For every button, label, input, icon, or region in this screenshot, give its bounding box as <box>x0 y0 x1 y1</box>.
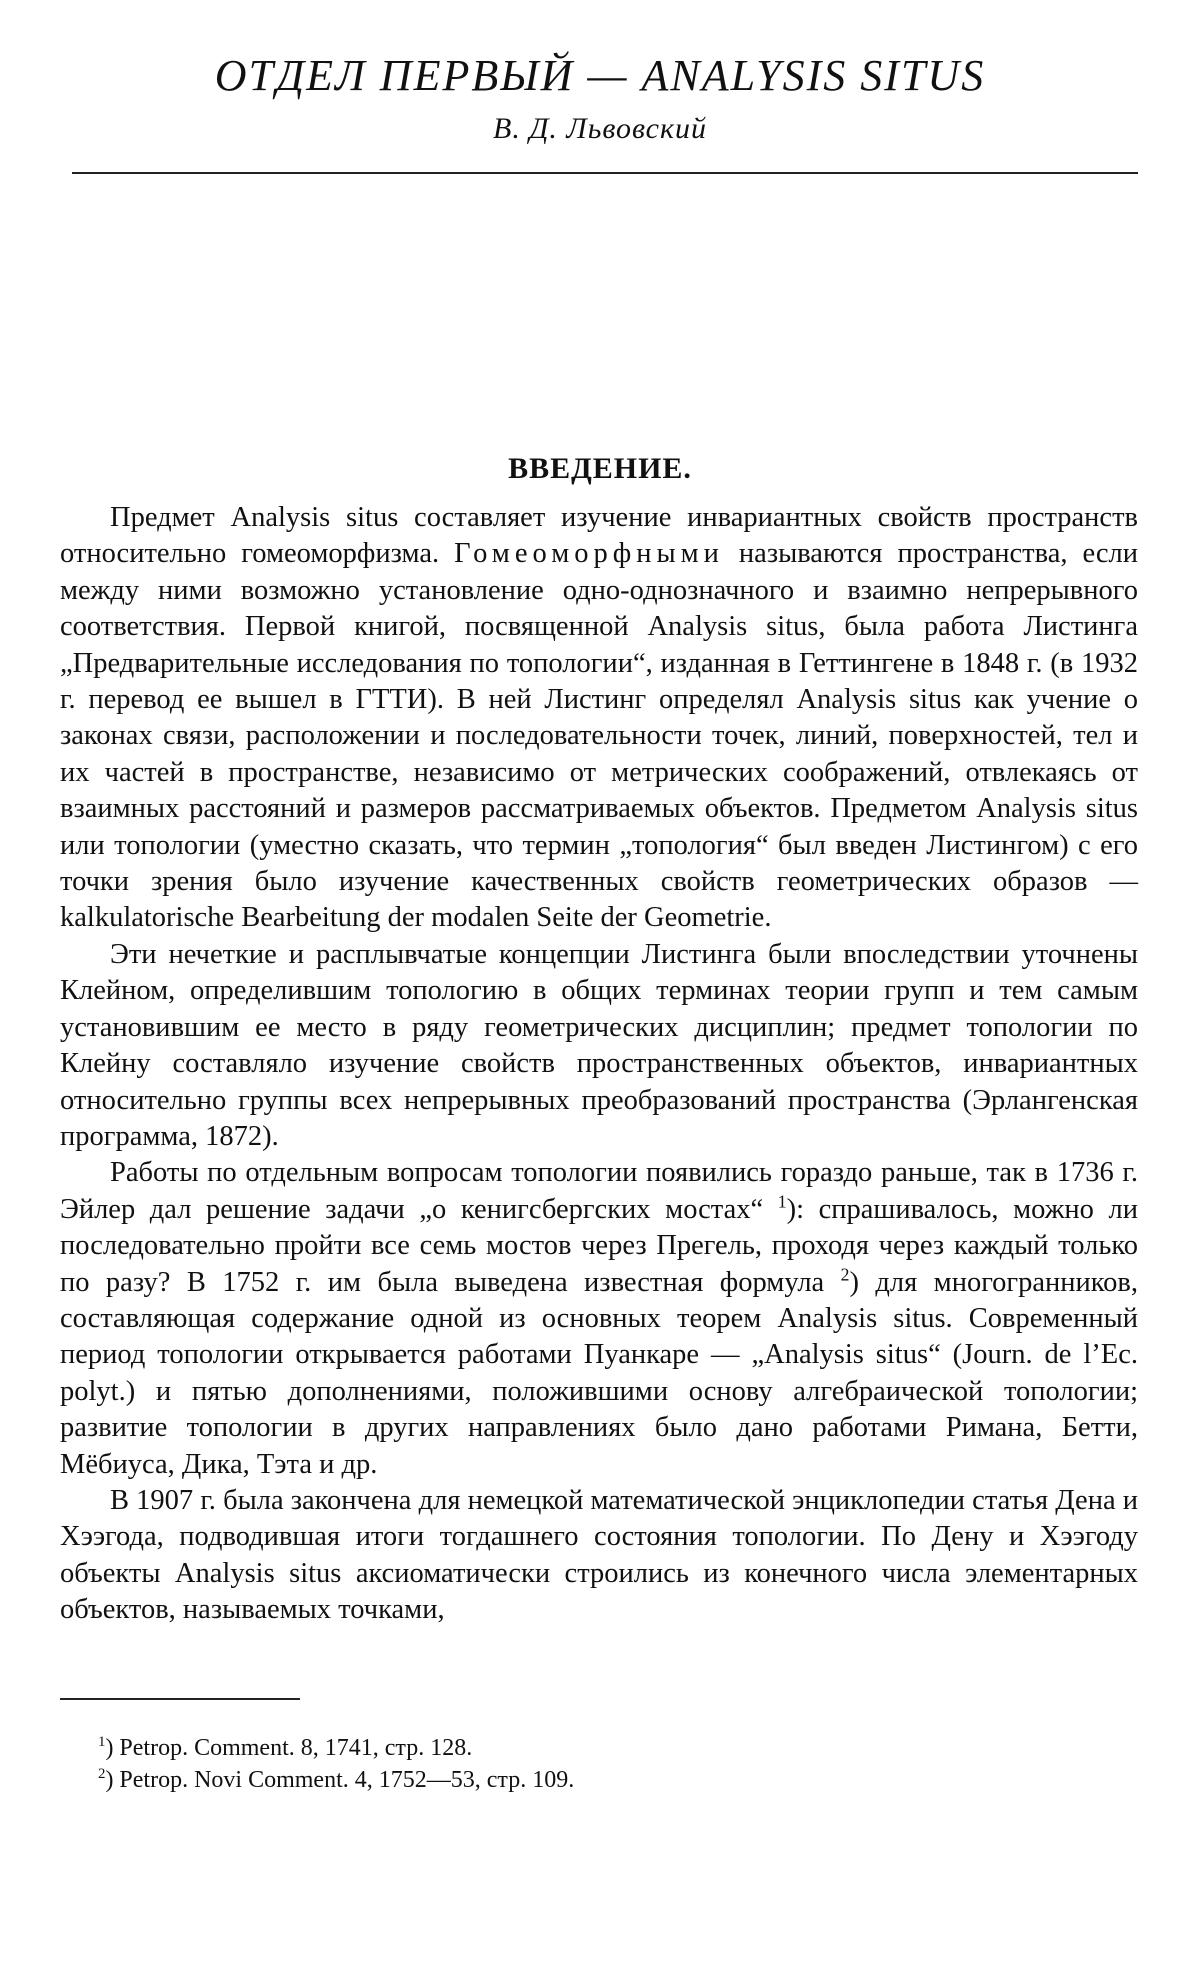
paragraph-3 <box>60 1155 1138 1483</box>
footnote-ref-2[interactable]: 2 <box>841 1264 850 1284</box>
footnotes <box>98 1732 1098 1796</box>
paragraph-2: Эти нечеткие и расплывчатые концепции Листинга были впоследствии уточнены Клейном, определившим топологию в общих терминах теории групп и тем самым установившим ее место в ряду геометрических дис­циплин; предмет топологии по Клейну составляло изучение свойств про­странственных объектов, инвариантных относительно группы всех непре­рывных преобразований пространства (Эрлангенская программа, 1872). <box>60 937 1138 1155</box>
footnote-text: ) Petrop. Comment. 8, 1741, стр. 128. <box>105 1735 472 1761</box>
paragraph-1-part-c: назы­ваются пространства, если между ними возможно установление одно-одно­значного и взаимно непрерывного соответствия. Первой книгой, посвя­щенной Analysis situs, была работа Листинга „Предварительные исследо­вания по топологии“, изданная в Геттингене в 1848 г. (в 1932 г. перевод ее вышел в ГТТИ). В ней Листинг определял Analysis situs как уче­ние о законах связи, расположении и последовательности точек, линий, поверхностей, тел и их частей в пространстве, независимо от метриче­ских соображений, отвлекаясь от взаимных расстояний и размеров рас­сматриваемых объектов. Предметом Analysis situs или топологии (уместно сказать, что термин „топология“ был введен Листингом) с его точки зрения было изучение качественных свойств геометрических образов — kalkulatorische Bearbeitung der modalen Seite der Geometrie. <box>60 538 1138 933</box>
author-name: В. Д. Львовский <box>0 112 1200 146</box>
paragraph-3-part-a: Работы по отдельным вопросам топологии появились гораздо раньше, так в 1736 г. Эйлер дал решение задачи „о кенигсбергских мостах“ <box>60 1157 1138 1224</box>
chapter-title: ОТДЕЛ ПЕРВЫЙ — ANALYSIS SITUS <box>0 50 1200 101</box>
footnote-ref-1[interactable]: 1 <box>778 1191 787 1211</box>
paragraph-1 <box>60 500 1138 937</box>
document-page <box>0 0 1200 1971</box>
body-text <box>60 500 1138 1629</box>
paragraph-1-part-a: Предмет Analysis situs составляет изучение инвариантных свойств пространств относительно гомеоморфизма. <box>60 502 1138 569</box>
paragraph-4: В 1907 г. была закончена для немецкой математической энциклопе­дии статья Дена и Хээгода, подводившая итоги тогдашнего состояния топологии. По Дену и Хээгоду объекты Analysis situs аксиоматически строились из конечного числа элементарных объектов, называемых точками, <box>60 1483 1138 1629</box>
footnote-2 <box>98 1764 1098 1796</box>
footnote-text: ) Petrop. Novi Comment. 4, 1752—53, стр. 109. <box>105 1767 574 1793</box>
footnote-divider <box>60 1698 300 1700</box>
header-divider <box>72 172 1138 174</box>
footnote-mark: 2 <box>98 1766 105 1782</box>
footnote-1 <box>98 1732 1098 1764</box>
section-heading: ВВЕДЕНИЕ. <box>0 452 1200 486</box>
footnote-mark: 1 <box>98 1734 105 1750</box>
emphasized-term: Гомеоморфными <box>454 538 724 569</box>
paragraph-3-part-b: ): спрашивалось, можно ли последовательно пройти все семь мостов через Прегель, проходя через каждый только по разу? В 1752 г. им была вы­ведена известная формула <box>60 1194 1138 1298</box>
paragraph-3-part-c: ) для многогранников, составляющая содер­жание одной из основных теорем Analysis situs. Современный период топологии открывается работами Пуанкаре — „Analysis situs“ (Journ. de l’Ec. polyt.) и пятью дополнениями, положившими основу алгебраической топологии; развитие топологии в других направлениях было дано рабо­тами Римана, Бетти, Мёбиуса, Дика, Тэта и др. <box>60 1267 1138 1480</box>
